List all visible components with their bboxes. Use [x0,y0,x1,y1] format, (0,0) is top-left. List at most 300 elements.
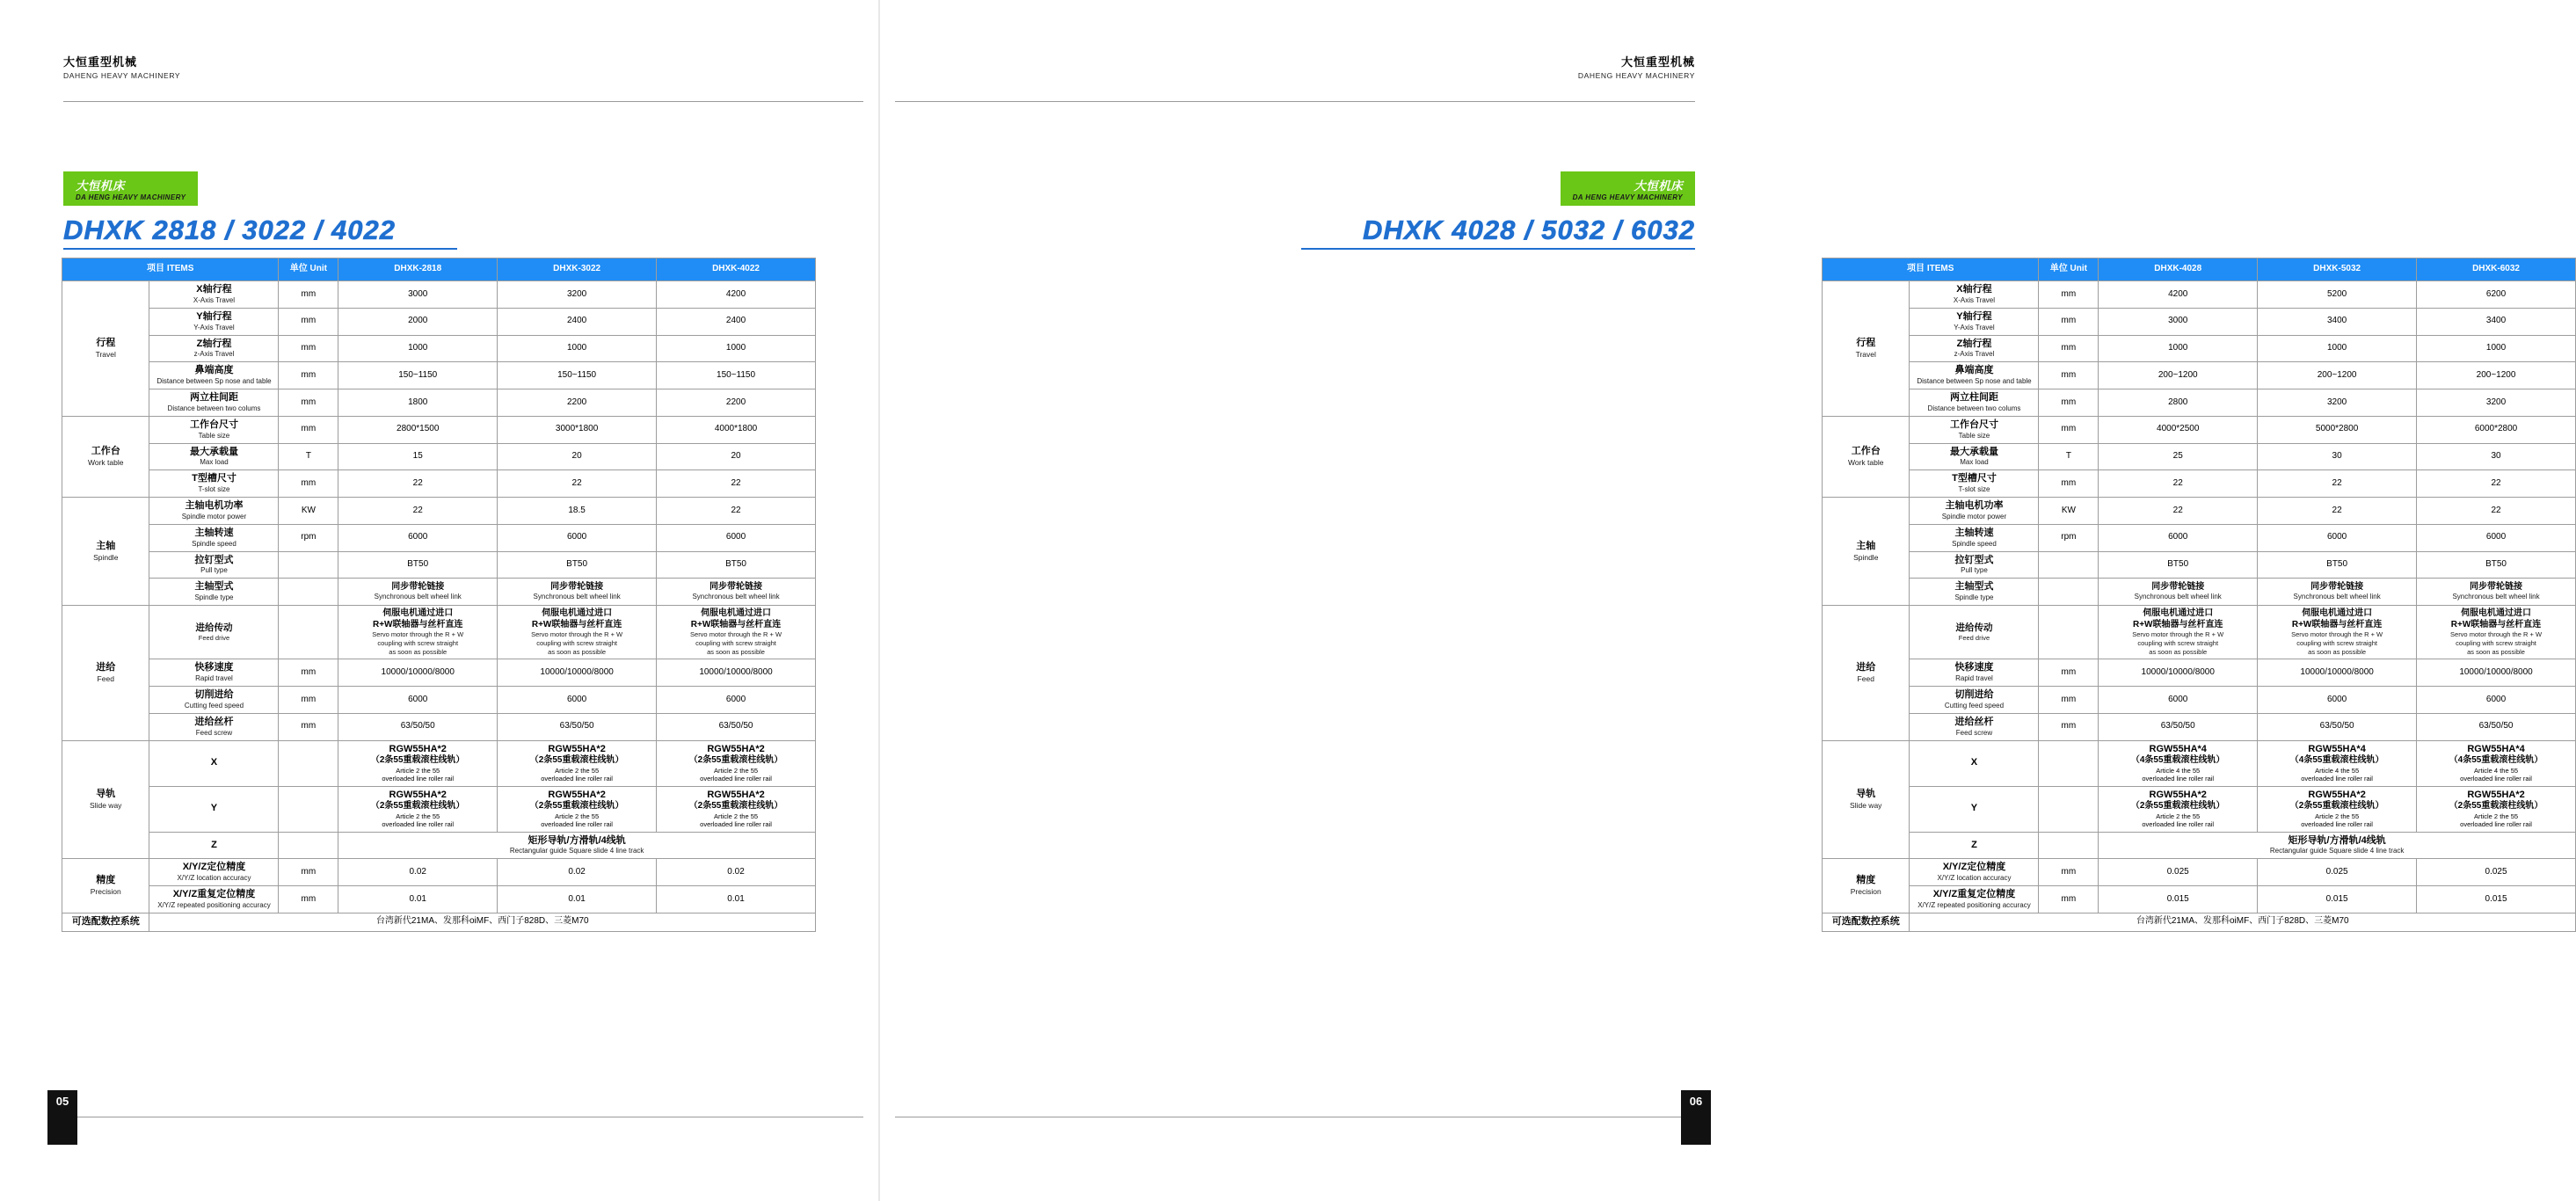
row-item-label: Z [1910,832,2039,859]
title-underline [1301,248,1695,250]
row-value: 22 [657,498,816,525]
row-unit [279,579,338,606]
row-value: RGW55HA*2 （2条55重载滚柱线轨） Article 2 the 55 overloaded line roller rail [338,786,498,832]
row-value: 2200 [657,389,816,417]
table-row [62,416,816,443]
table-row [1823,416,2576,443]
row-group-label: 工作台 Work table [1823,416,1910,497]
row-value: 6000 [2258,687,2417,714]
row-item-label: 切削进给 Cutting feed speed [149,687,279,714]
row-unit [279,832,338,859]
table-row [62,579,816,606]
row-value: 0.015 [2099,886,2258,913]
row-value: 6000 [2417,687,2576,714]
row-unit [279,606,338,659]
table-row [62,281,816,309]
row-value: 3400 [2417,308,2576,335]
row-value: 22 [2417,470,2576,498]
row-value: 0.025 [2258,859,2417,886]
row-unit: T [279,443,338,470]
table-row [62,308,816,335]
column-header: 项目 ITEMS [1823,258,2039,281]
row-value: 同步带轮链接 Synchronous belt wheel link [498,579,657,606]
row-item-label: Y [149,786,279,832]
row-value: 伺服电机通过进口 R+W联轴器与丝杆直连 Servo motor through the R + W coupling with screw straight as soon as possible [657,606,816,659]
table-row [1823,740,2576,786]
row-unit: mm [279,308,338,335]
row-value: 同步带轮链接 Synchronous belt wheel link [657,579,816,606]
page-header-right [879,53,1758,84]
row-value: 6000 [338,687,498,714]
row-item-label: Y轴行程 Y-Axis Travel [1910,308,2039,335]
row-unit [279,786,338,832]
column-header: DHXK-5032 [2258,258,2417,281]
table-row [1823,687,2576,714]
table-row [62,498,816,525]
table-header [62,258,816,281]
column-header: DHXK-3022 [498,258,657,281]
row-value: RGW55HA*2 （2条55重载滚柱线轨） Article 2 the 55 overloaded line roller rail [498,786,657,832]
optional-cnc-label: 可选配数控系统 [1823,913,1910,931]
table-row [1823,443,2576,470]
row-value: RGW55HA*2 （2条55重载滚柱线轨） Article 2 the 55 overloaded line roller rail [657,740,816,786]
row-value: 63/50/50 [657,713,816,740]
row-value: 6000 [2258,524,2417,551]
table-row [1823,281,2576,309]
column-header: DHXK-4022 [657,258,816,281]
row-value: 0.01 [498,886,657,913]
table-row [1823,886,2576,913]
row-value: 2400 [657,308,816,335]
row-unit: mm [2039,308,2099,335]
row-value: 6000 [2417,524,2576,551]
row-value: 63/50/50 [2258,713,2417,740]
row-value: 10000/10000/8000 [657,659,816,687]
table-body [62,281,816,932]
row-group-label: 主轴 Spindle [1823,498,1910,606]
row-item-label: 鼻端高度 Distance between Sp nose and table [1910,362,2039,389]
brand-name-cn: 大恒重型机械 [1620,55,1695,69]
brand-name-en: DAHENG HEAVY MACHINERY [63,71,181,80]
row-item-label: 主轴电机功率 Spindle motor power [1910,498,2039,525]
table-row [1823,335,2576,362]
brand-name-en: DAHENG HEAVY MACHINERY [1577,71,1695,80]
row-value: 63/50/50 [498,713,657,740]
row-unit [2039,786,2099,832]
title-block-left [63,171,457,250]
row-unit: T [2039,443,2099,470]
row-item-label: 拉钉型式 Pull type [1910,551,2039,579]
row-value: RGW55HA*2 （2条55重载滚柱线轨） Article 2 the 55 overloaded line roller rail [2417,786,2576,832]
series-tag-cn: 大恒机床 [76,179,125,193]
row-item-label: 进给丝杆 Feed screw [1910,713,2039,740]
row-unit: mm [2039,335,2099,362]
row-unit: mm [2039,886,2099,913]
row-value: 同步带轮链接 Synchronous belt wheel link [2258,579,2417,606]
row-group-label: 导轨 Slide way [62,740,149,859]
row-value: 4000*1800 [657,416,816,443]
row-value: 1000 [338,335,498,362]
row-value: 6200 [2417,281,2576,309]
row-value: 15 [338,443,498,470]
row-item-label: X/Y/Z重复定位精度 X/Y/Z repeated positioning accuracy [149,886,279,913]
table-row [62,606,816,659]
series-tag [63,171,198,206]
row-value: 3000 [338,281,498,309]
page-number: 06 [1681,1090,1711,1145]
row-value: 22 [498,470,657,498]
row-value: 30 [2258,443,2417,470]
row-unit: mm [2039,687,2099,714]
row-unit: mm [2039,470,2099,498]
page-title: DHXK 2818 / 3022 / 4022 [63,215,397,245]
table-row [1823,832,2576,859]
table-row [62,687,816,714]
row-value: 22 [657,470,816,498]
row-item-label: X/Y/Z定位精度 X/Y/Z location accuracy [149,859,279,886]
row-value: RGW55HA*4 （4条55重载滚柱线轨） Article 4 the 55 overloaded line roller rail [2417,740,2576,786]
row-value: 2800 [2099,389,2258,417]
row-group-label: 行程 Travel [1823,281,1910,417]
catalog-page-right [879,0,2543,1201]
row-value: 0.02 [338,859,498,886]
row-value: 3200 [2258,389,2417,417]
row-unit: mm [279,281,338,309]
spec-table-wrapper-right [1822,258,2576,932]
row-item-label: 进给丝杆 Feed screw [149,713,279,740]
row-value: BT50 [2099,551,2258,579]
header-divider [63,101,863,102]
table-row [1823,470,2576,498]
row-unit: mm [2039,389,2099,417]
row-value: 3000*1800 [498,416,657,443]
row-value: 4000*2500 [2099,416,2258,443]
optional-cnc-value: 台湾新代21MA、发那科oiMF、西门子828D、三菱M70 [1910,913,2576,931]
brand-name-cn: 大恒重型机械 [63,55,138,69]
row-value: 同步带轮链接 Synchronous belt wheel link [2099,579,2258,606]
table-row [1823,551,2576,579]
row-value: 0.02 [657,859,816,886]
table-row [62,443,816,470]
table-row [62,389,816,417]
row-unit: KW [2039,498,2099,525]
row-unit: mm [2039,659,2099,687]
table-footer-row [62,913,816,931]
row-value: 30 [2417,443,2576,470]
row-value: RGW55HA*4 （4条55重载滚柱线轨） Article 4 the 55 overloaded line roller rail [2099,740,2258,786]
row-value: 200~1200 [2099,362,2258,389]
row-value: 6000*2800 [2417,416,2576,443]
table-row [1823,786,2576,832]
row-unit: KW [279,498,338,525]
series-tag-cn: 大恒机床 [1634,179,1683,193]
row-value: 5000*2800 [2258,416,2417,443]
row-value: 0.025 [2099,859,2258,886]
column-header: 项目 ITEMS [62,258,279,281]
row-value: RGW55HA*2 （2条55重载滚柱线轨） Article 2 the 55 overloaded line roller rail [2099,786,2258,832]
row-value: 同步带轮链接 Synchronous belt wheel link [338,579,498,606]
row-item-label: X/Y/Z定位精度 X/Y/Z location accuracy [1910,859,2039,886]
row-unit: mm [279,335,338,362]
row-item-label: 快移速度 Rapid travel [149,659,279,687]
row-item-label: Z轴行程 z-Axis Travel [1910,335,2039,362]
row-value: 25 [2099,443,2258,470]
catalog-page-left [0,0,879,1201]
title-underline [63,248,457,250]
row-unit: rpm [2039,524,2099,551]
row-value: 150~1150 [498,362,657,389]
series-tag [1561,171,1695,206]
table-body [1823,281,2576,932]
row-unit: mm [279,886,338,913]
page-header-left [0,53,879,84]
row-item-label: X [1910,740,2039,786]
row-item-label: 最大承载量 Max load [1910,443,2039,470]
row-item-label: 拉钉型式 Pull type [149,551,279,579]
row-value: RGW55HA*2 （2条55重载滚柱线轨） Article 2 the 55 overloaded line roller rail [338,740,498,786]
row-value: 10000/10000/8000 [338,659,498,687]
row-value: 22 [2417,498,2576,525]
table-row [1823,579,2576,606]
row-value: 伺服电机通过进口 R+W联轴器与丝杆直连 Servo motor through the R + W coupling with screw straight as soon as possible [2258,606,2417,659]
row-value: 2000 [338,308,498,335]
row-group-label: 进给 Feed [1823,606,1910,741]
row-value: BT50 [338,551,498,579]
row-value: 1000 [2258,335,2417,362]
row-item-label: Z轴行程 z-Axis Travel [149,335,279,362]
row-value: 1000 [498,335,657,362]
table-row [62,859,816,886]
row-value: 10000/10000/8000 [498,659,657,687]
row-value: 3200 [498,281,657,309]
brand-block [63,53,180,80]
row-group-label: 主轴 Spindle [62,498,149,606]
row-item-label: 工作台尺寸 Table size [149,416,279,443]
header-divider [895,101,1695,102]
table-row [1823,308,2576,335]
row-unit [2039,551,2099,579]
table-row [62,335,816,362]
row-value: RGW55HA*2 （2条55重载滚柱线轨） Article 2 the 55 overloaded line roller rail [657,786,816,832]
row-value: 2400 [498,308,657,335]
row-unit: mm [2039,416,2099,443]
row-value: 22 [2258,470,2417,498]
row-value: 6000 [2099,524,2258,551]
row-item-label: 两立柱间距 Distance between two colums [149,389,279,417]
row-value: 6000 [498,687,657,714]
row-value: 18.5 [498,498,657,525]
row-value: 150~1150 [657,362,816,389]
row-value: 6000 [2099,687,2258,714]
series-tag-en: DA HENG HEAVY MACHINERY [76,193,186,201]
row-item-label: 进给传动 Feed drive [1910,606,2039,659]
row-unit: mm [279,416,338,443]
row-value: 5200 [2258,281,2417,309]
row-value: 3200 [2417,389,2576,417]
row-value: 伺服电机通过进口 R+W联轴器与丝杆直连 Servo motor through the R + W coupling with screw straight as soon as possible [2099,606,2258,659]
table-row [1823,659,2576,687]
table-row [1823,498,2576,525]
row-value: 10000/10000/8000 [2417,659,2576,687]
row-value: 0.015 [2417,886,2576,913]
row-item-label: X轴行程 X-Axis Travel [1910,281,2039,309]
row-item-label: 主轴型式 Spindle type [1910,579,2039,606]
row-value: 0.025 [2417,859,2576,886]
row-value: 63/50/50 [338,713,498,740]
optional-cnc-value: 台湾新代21MA、发那科oiMF、西门子828D、三菱M70 [149,913,816,931]
row-unit: mm [279,687,338,714]
row-item-label: X/Y/Z重复定位精度 X/Y/Z repeated positioning accuracy [1910,886,2039,913]
series-tag-en: DA HENG HEAVY MACHINERY [1572,193,1683,201]
row-value: RGW55HA*4 （4条55重载滚柱线轨） Article 4 the 55 overloaded line roller rail [2258,740,2417,786]
row-value: 20 [657,443,816,470]
row-unit: rpm [279,524,338,551]
table-header [1823,258,2576,281]
row-unit [2039,832,2099,859]
optional-cnc-label: 可选配数控系统 [62,913,149,931]
row-unit [2039,606,2099,659]
row-value: 3000 [2099,308,2258,335]
spec-table-wrapper-left [62,258,816,932]
row-value: 6000 [657,524,816,551]
row-value: 63/50/50 [2099,713,2258,740]
spec-table [1822,258,2576,932]
row-item-label: 两立柱间距 Distance between two colums [1910,389,2039,417]
row-item-label: T型槽尺寸 T-slot size [149,470,279,498]
row-item-label: 鼻端高度 Distance between Sp nose and table [149,362,279,389]
row-value: 伺服电机通过进口 R+W联轴器与丝杆直连 Servo motor through the R + W coupling with screw straight as soon as possible [498,606,657,659]
row-unit: mm [279,859,338,886]
row-value: 2200 [498,389,657,417]
table-row [62,524,816,551]
row-item-label: Y [1910,786,2039,832]
row-unit: mm [2039,281,2099,309]
column-header: DHXK-2818 [338,258,498,281]
row-value: 0.01 [338,886,498,913]
row-group-label: 导轨 Slide way [1823,740,1910,859]
row-value: 0.02 [498,859,657,886]
table-row [62,659,816,687]
row-group-label: 工作台 Work table [62,416,149,497]
row-value: 22 [2099,470,2258,498]
column-header: DHXK-4028 [2099,258,2258,281]
row-unit: mm [279,659,338,687]
row-value: 同步带轮链接 Synchronous belt wheel link [2417,579,2576,606]
row-item-label: 主轴转速 Spindle speed [1910,524,2039,551]
row-item-label: 主轴转速 Spindle speed [149,524,279,551]
title-block-right [1301,171,1695,250]
row-item-label: 最大承载量 Max load [149,443,279,470]
row-group-label: 精度 Precision [1823,859,1910,913]
table-row [1823,859,2576,886]
row-value: RGW55HA*2 （2条55重载滚柱线轨） Article 2 the 55 overloaded line roller rail [2258,786,2417,832]
table-row [62,786,816,832]
table-row [1823,606,2576,659]
row-value: 150~1150 [338,362,498,389]
row-value: BT50 [2417,551,2576,579]
row-item-label: 主轴型式 Spindle type [149,579,279,606]
row-value: 200~1200 [2258,362,2417,389]
row-item-label: 工作台尺寸 Table size [1910,416,2039,443]
table-footer-row [1823,913,2576,931]
row-item-label: 进给传动 Feed drive [149,606,279,659]
row-value: 22 [2258,498,2417,525]
row-value: 4200 [2099,281,2258,309]
page-title: DHXK 4028 / 5032 / 6032 [1362,215,1695,245]
row-item-label: 切削进给 Cutting feed speed [1910,687,2039,714]
row-value: 22 [2099,498,2258,525]
row-group-label: 行程 Travel [62,281,149,417]
column-header: DHXK-6032 [2417,258,2576,281]
row-unit: mm [279,362,338,389]
row-unit: mm [279,470,338,498]
row-value: 伺服电机通过进口 R+W联轴器与丝杆直连 Servo motor through the R + W coupling with screw straight as soon as possible [2417,606,2576,659]
row-value: 0.015 [2258,886,2417,913]
row-value: 矩形导轨/方滑轨/4线轨 Rectangular guide Square slide 4 line track [2099,832,2576,859]
table-row [62,713,816,740]
row-group-label: 精度 Precision [62,859,149,913]
row-value: 6000 [657,687,816,714]
row-value: 4200 [657,281,816,309]
page-number: 05 [47,1090,77,1145]
row-item-label: Z [149,832,279,859]
table-row [1823,524,2576,551]
row-item-label: T型槽尺寸 T-slot size [1910,470,2039,498]
row-value: 1000 [2417,335,2576,362]
row-unit [2039,579,2099,606]
table-row [1823,713,2576,740]
table-header-row [1823,258,2576,281]
column-header: 单位 Unit [279,258,338,281]
row-value: 伺服电机通过进口 R+W联轴器与丝杆直连 Servo motor through the R + W coupling with screw straight as soon as possible [338,606,498,659]
row-unit: mm [2039,362,2099,389]
row-item-label: Y轴行程 Y-Axis Travel [149,308,279,335]
row-item-label: 主轴电机功率 Spindle motor power [149,498,279,525]
row-value: 6000 [338,524,498,551]
row-value: 22 [338,470,498,498]
row-item-label: X轴行程 X-Axis Travel [149,281,279,309]
brand-block [1578,53,1695,80]
table-row [1823,389,2576,417]
row-unit: mm [279,713,338,740]
row-value: 1000 [657,335,816,362]
row-item-label: 快移速度 Rapid travel [1910,659,2039,687]
column-header: 单位 Unit [2039,258,2099,281]
row-value: 63/50/50 [2417,713,2576,740]
table-row [62,551,816,579]
row-unit [279,551,338,579]
row-value: 6000 [498,524,657,551]
row-value: BT50 [657,551,816,579]
row-value: 200~1200 [2417,362,2576,389]
table-row [62,740,816,786]
row-value: 22 [338,498,498,525]
table-row [62,470,816,498]
spec-table [62,258,816,932]
table-header-row [62,258,816,281]
row-value: 矩形导轨/方滑轨/4线轨 Rectangular guide Square slide 4 line track [338,832,816,859]
table-row [62,886,816,913]
row-value: 1000 [2099,335,2258,362]
row-value: RGW55HA*2 （2条55重载滚柱线轨） Article 2 the 55 overloaded line roller rail [498,740,657,786]
row-value: 1800 [338,389,498,417]
row-item-label: X [149,740,279,786]
row-value: 2800*1500 [338,416,498,443]
row-unit [279,740,338,786]
row-unit: mm [2039,713,2099,740]
row-value: 3400 [2258,308,2417,335]
table-row [62,832,816,859]
